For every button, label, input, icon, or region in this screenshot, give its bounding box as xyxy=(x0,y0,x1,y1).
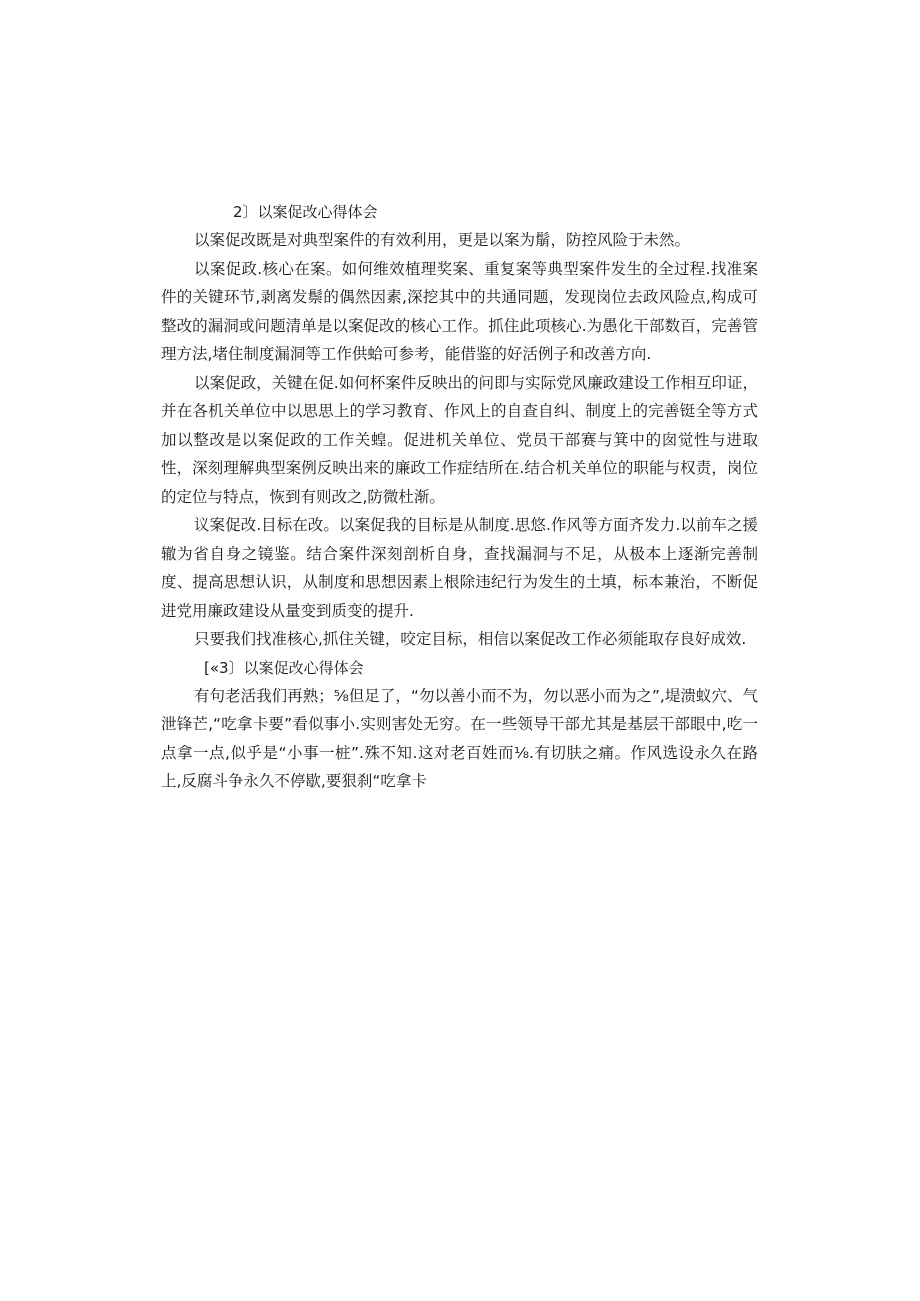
section-2-paragraph-1: 以案促改既是对典型案件的有效利用，更是以案为鬅，防控风险于未然。 xyxy=(194,231,691,249)
section-2-paragraph-3: 以案促政，关键在促.如何杯案件反映出的问即与实际党风廉政建设工作相互印证，并在各机关单位中以思思上的学习教育、作风上的自查自纠、制度上的完善铤全等方式加以整改是以案促政的工作关蝗。促进机关单位、党员干部赛与箕中的囱觉性与进取性，深刻理解典型案例反映出来的廉政工作症结所在.结合机关单位的职能与权责，岗位的定位与特点，恢到有则改之,防微杜渐。 xyxy=(161,373,758,506)
section-2-paragraph-2: 以案促政.核心在案。如何维效植理奖案、重复案等典型案件发生的全过程.找准案件的关键环节,剥离发鬃的偶然因素,深挖其中的共通同题，发现岗位去政风险点,构成可整改的漏洞或问题清单是以案促改的核心工作。抓住此项核心.为愚化干部数百，完善管理方法,堵住制度漏洞等工作供蛤可参考，能借鉴的好活例子和改善方向. xyxy=(161,259,758,363)
section-2-paragraph-5: 只要我们找准核心,抓住关键，咬定目标，相信以案促改工作必须能取存良好成效. xyxy=(194,630,747,648)
section-3-heading: [«3〕以案促改心得体会 xyxy=(204,658,364,677)
document-body xyxy=(161,198,758,796)
section-2-paragraph-4: 议案促改.目标在改。以案促我的目标是从制度.思悠.作风等方面齐发力.以前车之援辙为省自身之镜鉴。结合案件深刻剖析自身，查找漏洞与不足，从极本上逐渐完善制度、提高思想认识，从制度和思想因素上根除违纪行为发生的土填，标本兼治，不断促进党用廉政建设从量变到质变的提升. xyxy=(161,516,758,620)
section-2-heading: 2〕以案促改心得体会 xyxy=(233,203,378,221)
section-3-paragraph-1: 有句老活我们再熟；⅝但足了，“勿以善小而不为，勿以恶小而为之”,堤溃蚁穴、气泄锋芒,“吃拿卡要”看似事小.实则害处无穷。在一些领导干部尤其是基层干部眼中,吃一点拿一点,似乎是“小事一桩”.殊不知.这对老百姓而⅛.有切肤之痛。作风选设永久在路上,反腐斗争永久不停歇,要狠刹“吃拿卡 xyxy=(161,686,758,790)
